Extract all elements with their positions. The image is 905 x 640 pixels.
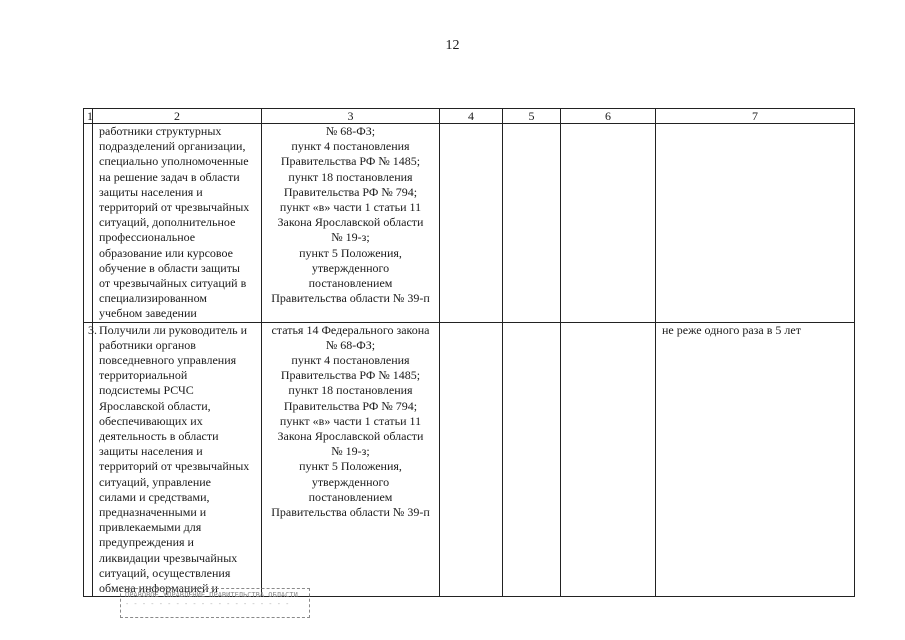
question-line: работники структурных (99, 124, 222, 138)
legal-line: постановлением (308, 489, 393, 504)
legal-line: пункт «в» части 1 статьи 11 (279, 200, 422, 215)
question-line: обмена информацией и (99, 581, 218, 596)
question-line: обеспечивающих их (99, 413, 203, 428)
column-header-4: 4 (440, 109, 503, 124)
table-row (84, 322, 855, 597)
question-cell (93, 124, 262, 323)
legal-line: пункт 4 постановления (291, 139, 410, 154)
legal-line: Правительства РФ № 794; (283, 398, 418, 413)
column-header-6: 6 (561, 109, 656, 124)
question-line: территорий от чрезвычайных (99, 459, 250, 474)
column-header-5: 5 (503, 109, 561, 124)
question-line: на решение задач в области (99, 169, 240, 184)
question-line: ситуаций, осуществления (99, 565, 231, 580)
legal-line: статья 14 Федерального закона (271, 322, 430, 337)
question-line: территориальной (99, 368, 188, 383)
question-line: Получили ли руководитель и (99, 322, 248, 337)
header-row (84, 109, 855, 124)
legal-line: пункт 4 постановления (291, 353, 410, 368)
question-line: образование или курсовое (99, 245, 233, 260)
row-number (84, 124, 93, 323)
legal-line: Закона Ярославской области (277, 429, 424, 444)
question-line: специализированном (99, 291, 207, 306)
column-6-cell (561, 322, 656, 597)
legal-line: Правительства РФ № 1485; (280, 154, 421, 169)
legal-line: Закона Ярославской области (277, 215, 424, 230)
column-7-cell (656, 124, 855, 323)
legal-line: пункт «в» части 1 статьи 11 (279, 413, 422, 428)
column-4-cell (440, 124, 503, 323)
legal-line: постановлением (308, 276, 393, 291)
stamp-line: ПРАВОВОЕ УПРАВЛЕНИЕ ПРАВИТЕЛЬСТВА ОБЛАСТИ (125, 591, 298, 599)
legal-line: пункт 5 Положения, (299, 245, 402, 260)
question-line: ликвидации чрезвычайных (99, 550, 238, 565)
legal-line: № 68-ФЗ; (325, 337, 376, 352)
question-line: территорий от чрезвычайных (99, 200, 250, 215)
legal-line: № 68-ФЗ; (325, 124, 376, 138)
table-row (84, 124, 855, 323)
legal-basis-cell (262, 322, 440, 597)
column-header-2: 2 (93, 109, 262, 124)
question-line: подразделений организации, (99, 139, 246, 154)
legal-line: пункт 18 постановления (288, 383, 413, 398)
checklist-table (83, 108, 855, 597)
question-line: предупреждения и (99, 535, 194, 550)
question-line: ситуаций, дополнительное (99, 215, 236, 230)
legal-line: пункт 18 постановления (288, 169, 413, 184)
question-line: учебном заведении (99, 306, 197, 321)
question-line: обучение в области защиты (99, 260, 240, 275)
legal-basis-cell (262, 124, 440, 323)
legal-line: № 19-з; (331, 230, 370, 245)
question-line: деятельность в области (99, 429, 219, 444)
legal-line: Правительства области № 39-п (271, 505, 430, 520)
column-header-1: 1 (84, 109, 93, 124)
legal-line: Правительства области № 39-п (271, 291, 430, 306)
question-cell (93, 322, 262, 597)
column-header-7: 7 (656, 109, 855, 124)
question-line: профессиональное (99, 230, 196, 245)
column-5-cell (503, 322, 561, 597)
legal-line: Правительства РФ № 794; (283, 184, 418, 199)
question-line: Ярославской области, (99, 398, 211, 413)
question-line: ситуаций, управление (99, 474, 212, 489)
question-line: защиты населения и (99, 184, 203, 199)
column-header-3: 3 (262, 109, 440, 124)
question-line: привлекаемыми для (99, 520, 202, 535)
legal-line: № 19-з; (331, 444, 370, 459)
question-line: работники органов (99, 337, 196, 352)
question-line: силами и средствами, (99, 489, 210, 504)
legal-line: пункт 5 Положения, (299, 459, 402, 474)
legal-line: утвержденного (311, 474, 390, 489)
question-line: специально уполномоченные (99, 154, 249, 169)
periodicity-cell: не реже одного раза в 5 лет (656, 322, 855, 597)
question-line: защиты населения и (99, 444, 203, 459)
question-line: от чрезвычайных ситуаций в (99, 276, 247, 291)
column-4-cell (440, 322, 503, 597)
legal-line: Правительства РФ № 1485; (280, 368, 421, 383)
column-5-cell (503, 124, 561, 323)
page-number: 12 (445, 38, 460, 53)
stamp-line: - - - - - - - - - - - - - - - - - - - - (125, 600, 290, 608)
question-line: подсистемы РСЧС (99, 383, 194, 398)
registration-stamp (120, 588, 310, 618)
legal-line: утвержденного (311, 260, 390, 275)
column-6-cell (561, 124, 656, 323)
question-line: предназначенными и (99, 505, 207, 520)
row-number: 3. (84, 322, 93, 597)
question-line: повседневного управления (99, 353, 237, 368)
